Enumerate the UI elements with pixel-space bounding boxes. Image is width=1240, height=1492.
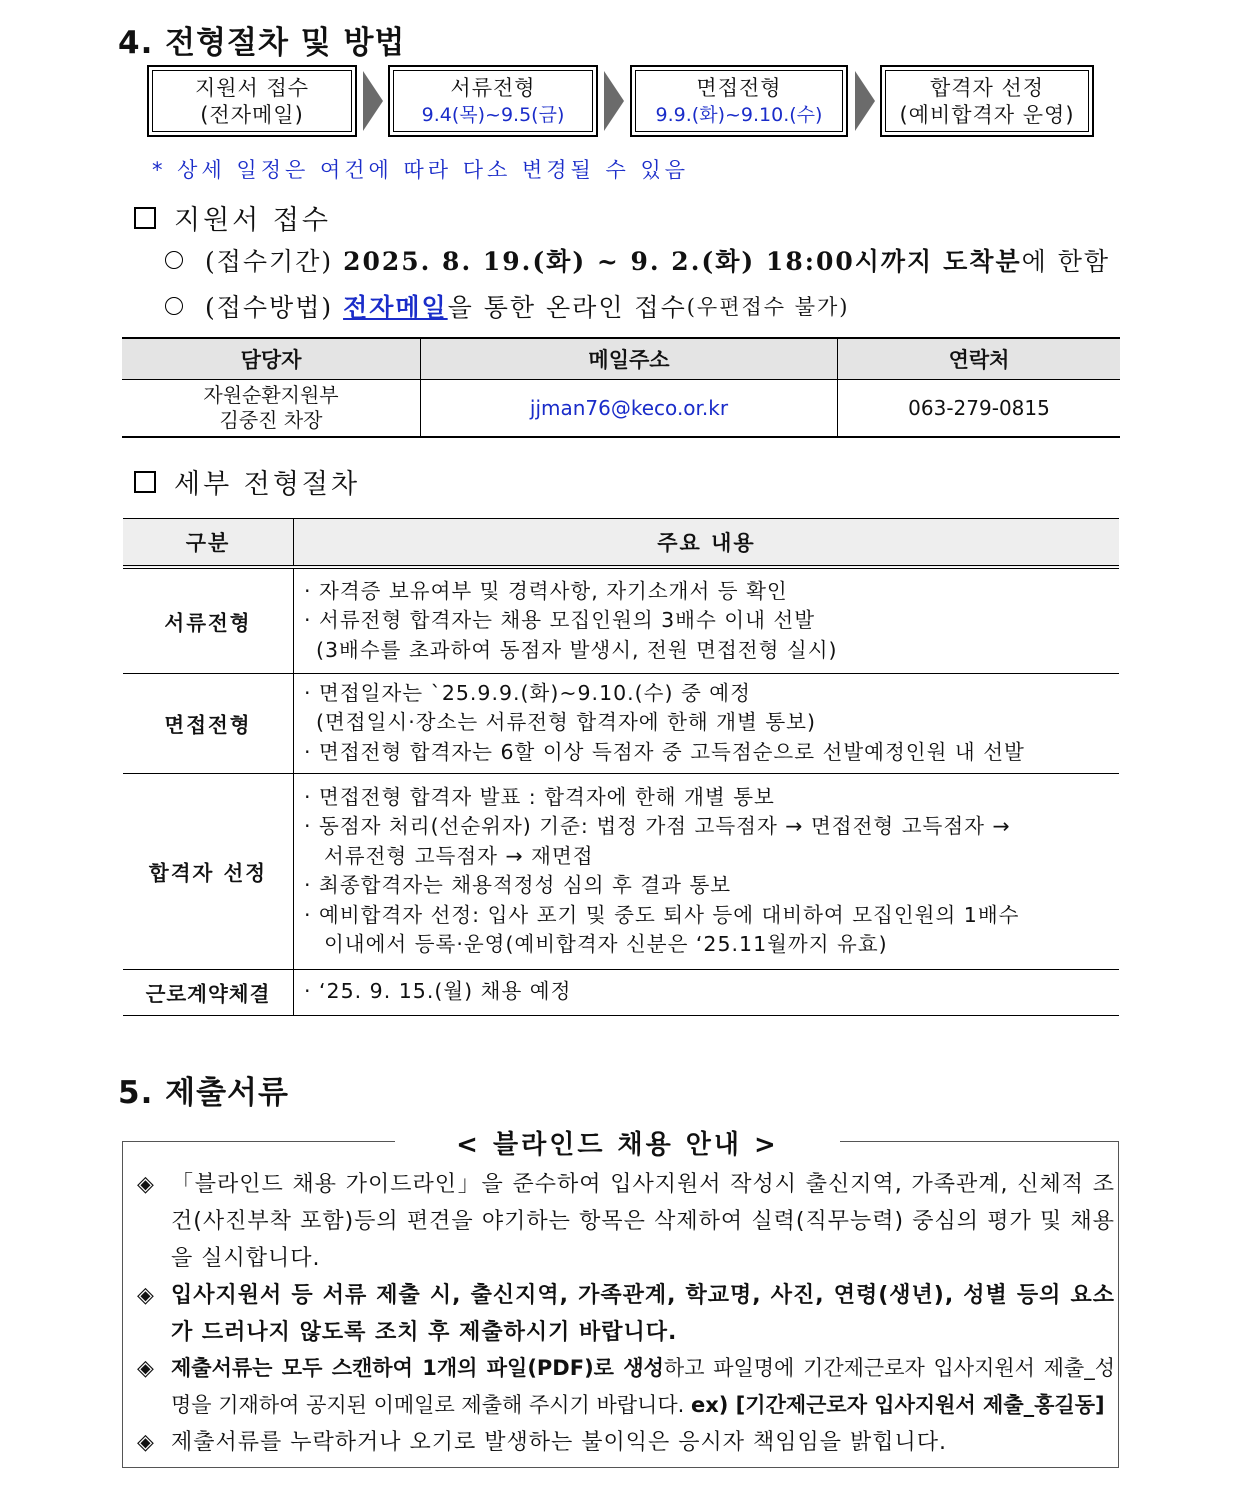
chevron-right-icon [363, 71, 383, 131]
period-tail: 에 한함 [1021, 247, 1110, 276]
heading-text: 지원서 접수 [174, 205, 331, 236]
section-5-title: 5. 제출서류 [118, 1075, 289, 1111]
step-label: 서류전형 [450, 75, 536, 100]
blind-item-bold-lead: 제출서류는 모두 스캔하여 1개의 파일(PDF)로 생성 [171, 1356, 664, 1380]
blind-item-bold-tail: ex) [기간제근로자 입사지원서 제출_홍길동] [690, 1393, 1105, 1417]
table-row [123, 969, 1119, 1015]
step-label: 면접전형 [696, 75, 782, 100]
blind-item [137, 1350, 1115, 1424]
content-line: 서류전형 고득점자 → 재면접 [324, 843, 594, 868]
blind-hiring-title: < 블라인드 채용 안내 > [395, 1124, 840, 1161]
heading-text: 세부 전형절차 [174, 469, 361, 500]
content-line: · ‘25. 9. 15.(월) 채용 예정 [304, 979, 572, 1004]
period-mid: 도착분 [943, 247, 1022, 276]
content-line: · 최종합격자는 채용적정성 심의 후 결과 통보 [304, 873, 732, 897]
diamond-bullet-icon: ◈ [137, 1172, 155, 1197]
email-link[interactable]: jjman76@keco.or.kr [529, 395, 729, 420]
blind-item-bold: 입사지원서 등 서류 제출 시, 출신지역, 가족관계, 학교명, 사진, 연령(생년), 성별 등의 요소가 드러나지 않도록 조치 후 제출하시기 바랍니다. [171, 1283, 1115, 1345]
email-method-link[interactable]: 전자메일 [343, 293, 448, 322]
table-row [123, 673, 1119, 773]
row-category: 근로계약체결 [123, 969, 294, 1015]
detail-heading [134, 462, 360, 501]
checkbox-square-icon [134, 207, 156, 229]
header-person: 담당자 [122, 338, 421, 380]
step-sublabel: (예비합격자 운영) [899, 102, 1075, 127]
table-row [123, 567, 1119, 673]
diamond-bullet-icon: ◈ [137, 1283, 155, 1308]
person-dept: 자원순환지원부 [203, 383, 339, 407]
header-email: 메일주소 [421, 338, 838, 380]
diamond-bullet-icon: ◈ [137, 1356, 154, 1381]
step-document-screening [388, 65, 598, 137]
schedule-note: * 상세 일정은 여건에 따라 다소 변경될 수 있음 [152, 158, 690, 182]
diamond-bullet-icon: ◈ [137, 1430, 155, 1455]
step-date: 9.4(목)~9.5(금) [421, 103, 565, 126]
step-final-selection [880, 65, 1094, 137]
header-content: 주요 내용 [294, 519, 1120, 568]
application-method [165, 288, 850, 324]
content-line: · 서류전형 합격자는 채용 모집인원의 3배수 이내 선발 [304, 608, 816, 632]
table-header-row [122, 338, 1120, 380]
content-line: · 자격증 보유여부 및 경력사항, 자기소개서 등 확인 [304, 578, 788, 603]
contact-table [122, 337, 1120, 438]
row-category: 서류전형 [123, 567, 294, 673]
row-category: 면접전형 [123, 673, 294, 773]
procedure-table [123, 518, 1119, 1016]
blind-item [137, 1277, 1115, 1351]
step-label: 지원서 접수 [194, 75, 310, 100]
blind-item [137, 1166, 1115, 1277]
blind-item-text: 제출서류를 누락하거나 오기로 발생하는 불이익은 응시자 책임임을 밝힙니다. [171, 1430, 948, 1455]
circle-bullet-icon [165, 297, 183, 315]
blind-item-text [171, 1277, 1115, 1351]
section-4-title: 4. 전형절차 및 방법 [118, 25, 406, 61]
chevron-right-icon [855, 71, 875, 131]
content-line: · 예비합격자 선정: 입사 포기 및 중도 퇴사 등에 대비하여 모집인원의 1배수 [304, 902, 1020, 927]
contact-person [122, 380, 421, 438]
table-header-row [123, 519, 1119, 568]
row-content [294, 567, 1120, 673]
row-content [294, 969, 1120, 1015]
period-value: 2025. 8. 19.(화) ~ 9. 2.(화) 18:00시까지 [343, 247, 934, 276]
table-row [123, 773, 1119, 969]
row-category: 합격자 선정 [123, 773, 294, 969]
content-line: (3배수를 초과하여 동점자 발생시, 전원 면접전형 실시) [316, 637, 838, 662]
content-line: · 면접전형 합격자 발표 : 합격자에 한해 개별 통보 [304, 784, 775, 809]
content-line: · 면접전형 합격자는 6할 이상 득점자 중 고득점순으로 선발예정인원 내 선발 [304, 739, 1025, 764]
blind-item-text [171, 1350, 1115, 1424]
content-line: 이내에서 등록·운영(예비합격자 신분은 ‘25.11월까지 유효) [324, 932, 888, 956]
application-heading [134, 198, 331, 237]
method-label: (접수방법) [205, 293, 334, 322]
step-label: 합격자 선정 [929, 75, 1045, 100]
content-line: · 동점자 처리(선순위자) 기준: 법정 가점 고득점자 → 면접전형 고득점자 → [304, 814, 1011, 838]
row-content [294, 773, 1120, 969]
content-line: (면접일시·장소는 서류전형 합격자에 한해 개별 통보) [316, 710, 816, 735]
step-interview [630, 65, 848, 137]
method-note: (우편접수 불가) [686, 295, 850, 319]
contact-email[interactable] [421, 380, 838, 438]
step-sublabel: (전자메일) [200, 102, 304, 127]
table-row [122, 380, 1120, 438]
header-phone: 연락처 [838, 338, 1121, 380]
chevron-right-icon [604, 71, 624, 131]
header-category: 구분 [123, 519, 294, 568]
circle-bullet-icon [165, 251, 183, 269]
blind-item-body: 하고 파일명에 기간제근로자 입사지원서 제출_성명을 기재하여 공지된 이메일로 제출해 주시기 바랍니다. [171, 1356, 1115, 1417]
content-line: · 면접일자는 `25.9.9.(화)~9.10.(수) 중 예정 [304, 680, 751, 705]
person-name: 김중진 차장 [219, 408, 323, 432]
step-date: 9.9.(화)~9.10.(수) [655, 103, 823, 126]
period-label: (접수기간) [205, 247, 334, 276]
step-application [147, 65, 357, 137]
checkbox-square-icon [134, 471, 156, 493]
blind-item-text: 「블라인드 채용 가이드라인」을 준수하여 입사지원서 작성시 출신지역, 가족관계, 신체적 조건(사진부착 포함)등의 편견을 야기하는 항목은 삭제하여 실력(직무능력) 중심의 평가 및 채용을 실시합니다. [171, 1172, 1115, 1271]
method-tail: 을 통한 온라인 접수 [447, 293, 687, 322]
application-period [165, 242, 1110, 278]
blind-item [137, 1424, 1115, 1461]
row-content [294, 673, 1120, 773]
contact-phone: 063-279-0815 [838, 380, 1121, 438]
